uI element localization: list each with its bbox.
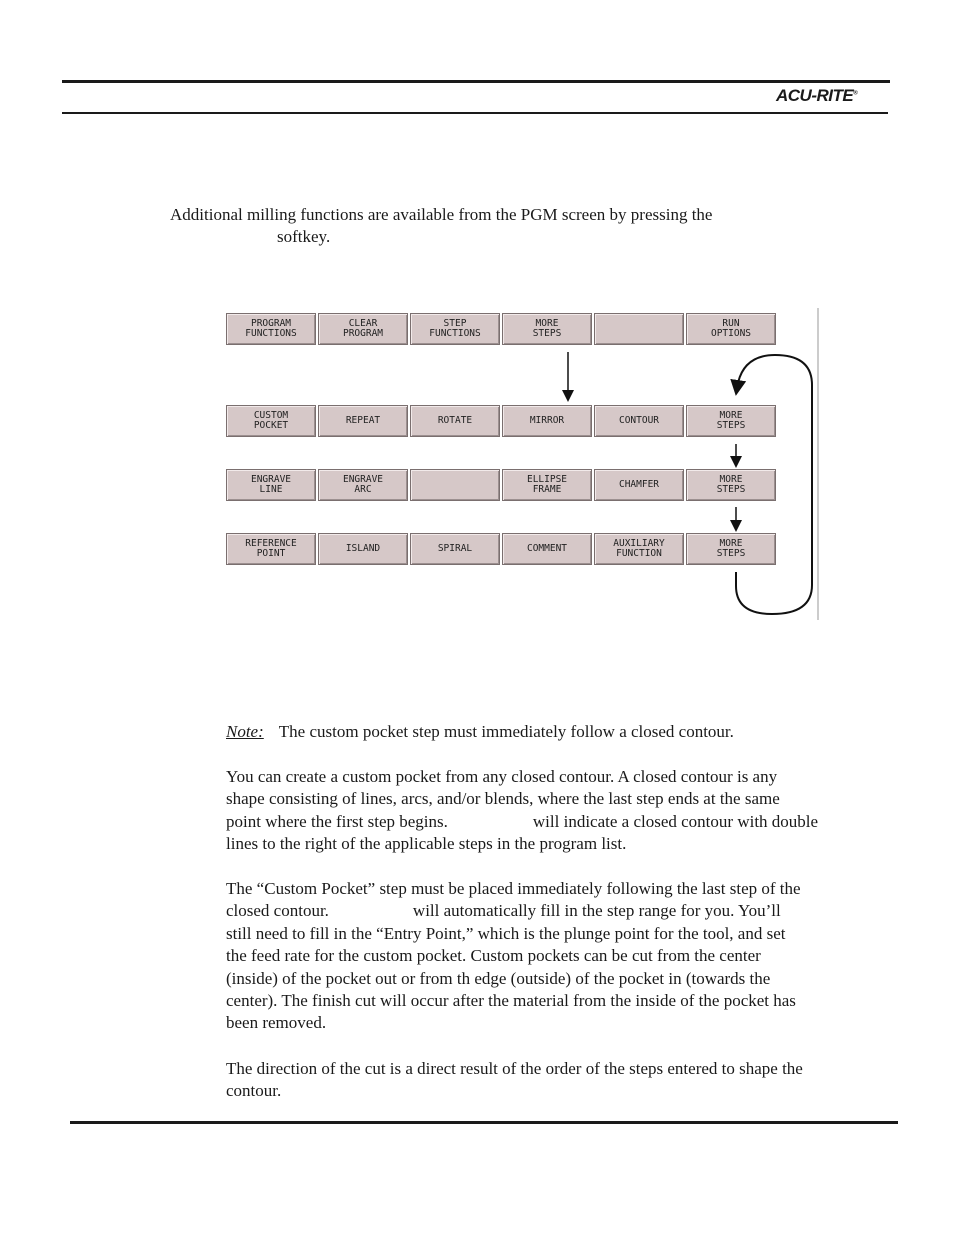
softkey-run-options[interactable]: RUN OPTIONS	[686, 313, 776, 345]
note-text: The custom pocket step must immediately follow a closed contour.	[278, 722, 734, 741]
softkey-chamfer[interactable]: CHAMFER	[594, 469, 684, 501]
softkey-more-steps[interactable]: MORE STEPS	[686, 405, 776, 437]
softkey-engrave-arc[interactable]: ENGRAVE ARC	[318, 469, 408, 501]
para1-line-4: lines to the right of the applicable steps in the program list.	[226, 834, 627, 854]
para2-line-4: the feed rate for the custom pocket. Custom pockets can be cut from the center	[226, 946, 761, 966]
softkey-rotate[interactable]: ROTATE	[410, 405, 500, 437]
para2-line-5: (inside) of the pocket out or from th edge (outside) of the pocket in (towards the	[226, 968, 771, 988]
para2-line-1: The “Custom Pocket” step must be placed immediately following the last step of the	[226, 879, 801, 898]
softkey-more-steps[interactable]: MORE STEPS	[686, 533, 776, 565]
softkey-more-steps[interactable]: MORE STEPS	[502, 313, 592, 345]
registered-mark: ®	[853, 90, 858, 97]
paragraph-custom-pocket	[226, 878, 886, 1035]
para2-line-2b: will automatically fill in the step range for you. You’ll	[412, 901, 781, 921]
softkey-contour[interactable]: CONTOUR	[594, 405, 684, 437]
loop-arrow	[736, 355, 812, 614]
softkey-island[interactable]: ISLAND	[318, 533, 408, 565]
para3-line-2: contour.	[226, 1081, 282, 1101]
note-paragraph	[226, 721, 876, 743]
softkey-ellipse-frame[interactable]: ELLIPSE FRAME	[502, 469, 592, 501]
softkey-spiral[interactable]: SPIRAL	[410, 533, 500, 565]
footer-rule	[70, 1121, 898, 1124]
logo-text: ACU-RITE	[776, 86, 854, 105]
softkey-comment[interactable]: COMMENT	[502, 533, 592, 565]
para3-line-1: The direction of the cut is a direct result of the order of the steps entered to shape the	[226, 1059, 803, 1078]
para2-line-7: been removed.	[226, 1013, 327, 1033]
softkey-program-functions[interactable]: PROGRAM FUNCTIONS	[226, 313, 316, 345]
para2-line-2a: closed contour.	[226, 901, 329, 921]
para1-line-3a: point where the first step begins.	[226, 811, 448, 831]
para1-line-1: You can create a custom pocket from any closed contour. A closed contour is any	[226, 767, 778, 786]
para1-line-2: shape consisting of lines, arcs, and/or blends, where the last step ends at the same	[226, 789, 780, 809]
paragraph-closed-contour	[226, 766, 886, 856]
softkey-engrave-line[interactable]: ENGRAVE LINE	[226, 469, 316, 501]
note-label: Note:	[226, 722, 264, 741]
intro-line-2: softkey.	[277, 227, 331, 247]
softkey-more-steps[interactable]: MORE STEPS	[686, 469, 776, 501]
para2-line-3: still need to fill in the “Entry Point,” which is the plunge point for the tool, and set	[226, 923, 786, 943]
softkey-custom-pocket[interactable]: CUSTOM POCKET	[226, 405, 316, 437]
softkey-mirror[interactable]: MIRROR	[502, 405, 592, 437]
para2-line-6: center). The finish cut will occur after the material from the inside of the pocket has	[226, 991, 796, 1011]
softkey-step-functions[interactable]: STEP FUNCTIONS	[410, 313, 500, 345]
softkey-auxiliary-function[interactable]: AUXILIARY FUNCTION	[594, 533, 684, 565]
softkey-clear-program[interactable]: CLEAR PROGRAM	[318, 313, 408, 345]
para1-line-3b: will indicate a closed contour with double	[532, 811, 819, 831]
paragraph-cut-direction	[226, 1058, 886, 1103]
intro-line-1: Additional milling functions are available from the PGM screen by pressing the	[170, 205, 713, 224]
softkey-repeat[interactable]: REPEAT	[318, 405, 408, 437]
softkey-reference-point[interactable]: REFERENCE POINT	[226, 533, 316, 565]
